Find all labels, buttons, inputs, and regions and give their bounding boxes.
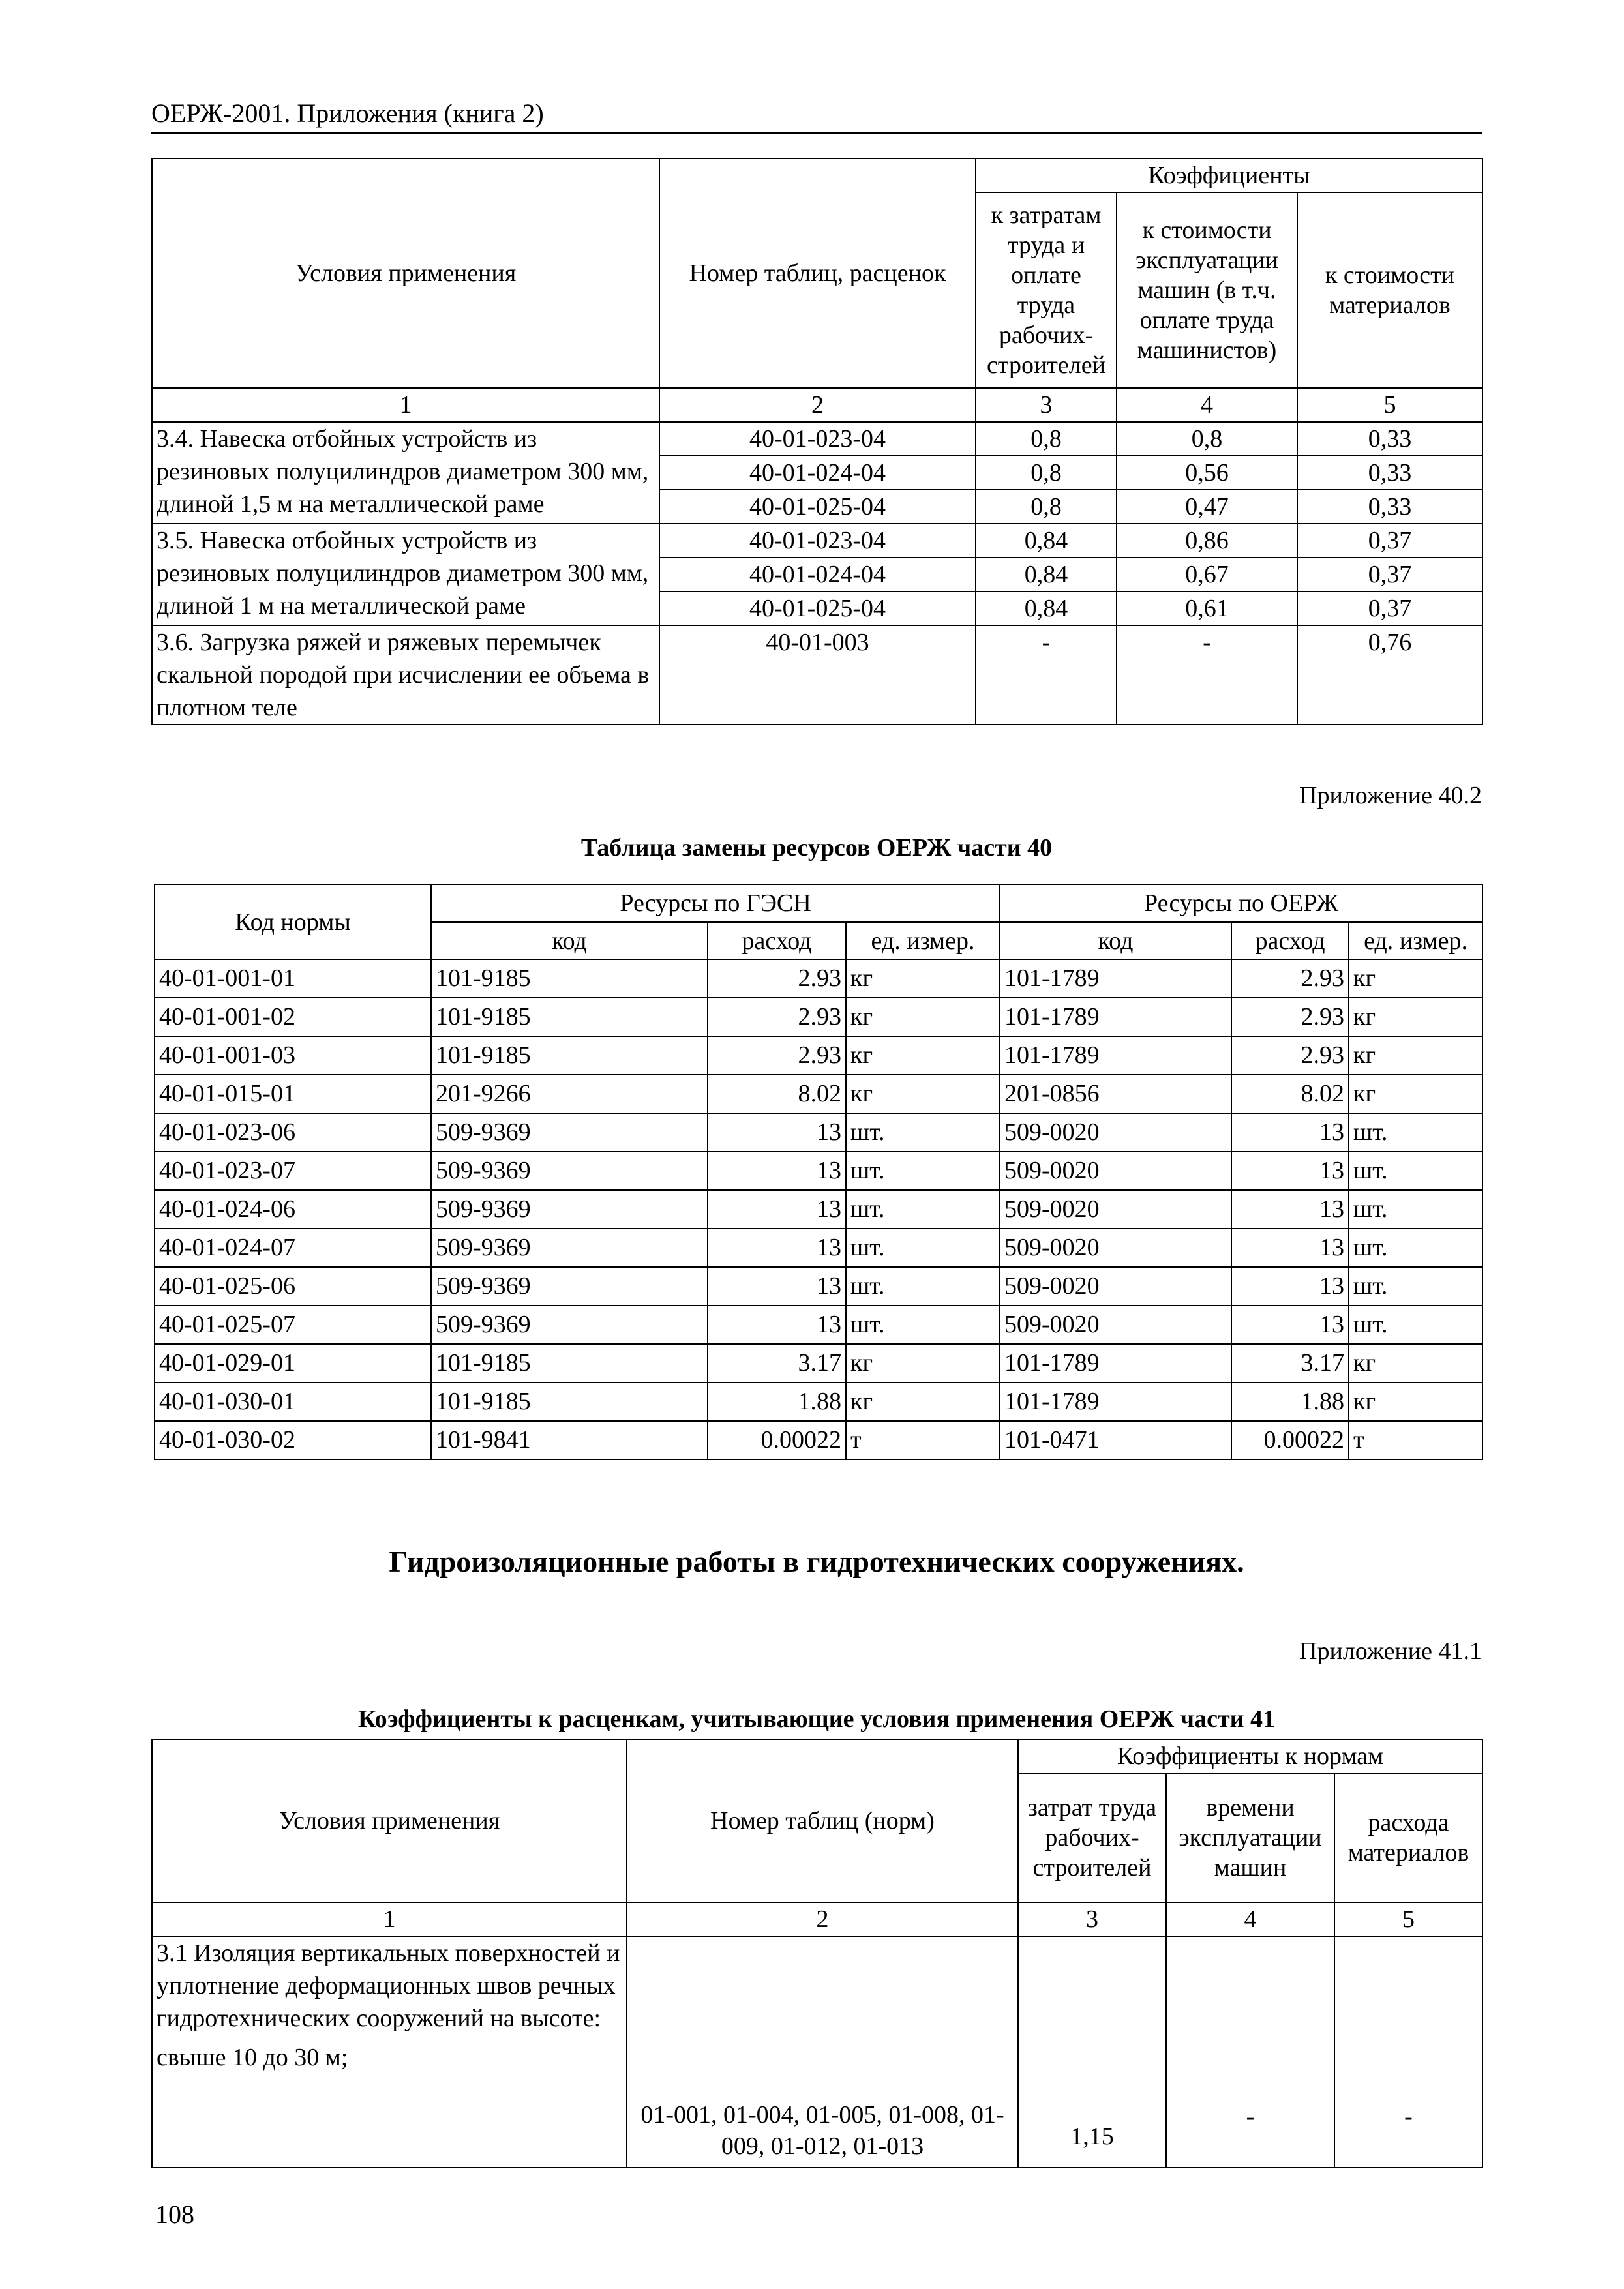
resource-rows xyxy=(155,959,1482,1459)
oerzh-consumption: 13 xyxy=(1231,1152,1349,1190)
gesn-code: 101-9185 xyxy=(431,1036,708,1075)
coef-labor: 0,8 xyxy=(976,456,1117,490)
condition-3-5: 3.5. Навеска отбойных устройств из резиновых полуцилиндров диаметром 300 мм, длиной 1 м на металлической раме xyxy=(152,524,659,625)
coef-machines: - xyxy=(1117,625,1297,725)
col-number: 4 xyxy=(1117,388,1297,422)
gesn-code: 509-9369 xyxy=(431,1267,708,1306)
gesn-code: 509-9369 xyxy=(431,1229,708,1267)
gesn-consumption: 1.88 xyxy=(708,1383,846,1421)
appendix-41-1-caption: Коэффициенты к расценкам, учитывающие условия применения ОЕРЖ части 41 xyxy=(357,1705,1276,1733)
gesn-unit: кг xyxy=(846,998,1000,1036)
condition-3-1 xyxy=(152,1936,627,2168)
coef-materials: 0,76 xyxy=(1297,625,1482,725)
header-gesn-unit: ед. измер. xyxy=(846,922,1000,959)
oerzh-code: 101-1789 xyxy=(1000,998,1231,1036)
table-code: 40-01-024-04 xyxy=(659,558,976,591)
table-row xyxy=(155,1075,1482,1113)
norm-code: 40-01-030-01 xyxy=(155,1383,431,1421)
header-machines: к стоимости эксплуатации машин (в т.ч. оплате труда машинистов) xyxy=(1117,192,1297,388)
header-gesn: Ресурсы по ГЭСН xyxy=(431,884,1000,922)
gesn-unit: шт. xyxy=(846,1306,1000,1344)
oerzh-unit: кг xyxy=(1349,1383,1482,1421)
coef-machines: - xyxy=(1166,1936,1334,2168)
table-row xyxy=(155,1036,1482,1075)
coef-machines: 0,47 xyxy=(1117,490,1297,524)
norm-code: 40-01-024-06 xyxy=(155,1190,431,1229)
resource-replacement-table xyxy=(154,884,1483,1460)
gesn-code: 509-9369 xyxy=(431,1306,708,1344)
oerzh-unit: кг xyxy=(1349,1075,1482,1113)
gesn-code: 509-9369 xyxy=(431,1152,708,1190)
gesn-code: 101-9185 xyxy=(431,1344,708,1383)
gesn-unit: кг xyxy=(846,1383,1000,1421)
table-row xyxy=(152,422,1482,456)
table-codes: 01-001, 01-004, 01-005, 01-008, 01-009, 01-012, 01-013 xyxy=(627,1936,1018,2168)
norm-code: 40-01-029-01 xyxy=(155,1344,431,1383)
table-row xyxy=(155,1190,1482,1229)
coefficients-table-40 xyxy=(151,158,1483,725)
header-gesn-code: код xyxy=(431,922,708,959)
gesn-consumption: 13 xyxy=(708,1267,846,1306)
col-number: 3 xyxy=(1018,1902,1166,1936)
col-number: 5 xyxy=(1334,1902,1482,1936)
gesn-consumption: 0.00022 xyxy=(708,1421,846,1459)
oerzh-consumption: 2.93 xyxy=(1231,959,1349,998)
oerzh-consumption: 0.00022 xyxy=(1231,1421,1349,1459)
oerzh-code: 101-1789 xyxy=(1000,1383,1231,1421)
oerzh-unit: кг xyxy=(1349,1036,1482,1075)
gesn-unit: кг xyxy=(846,1344,1000,1383)
table-row xyxy=(155,1113,1482,1152)
oerzh-consumption: 1.88 xyxy=(1231,1383,1349,1421)
oerzh-code: 509-0020 xyxy=(1000,1190,1231,1229)
coef-materials: 0,37 xyxy=(1297,591,1482,625)
gesn-consumption: 8.02 xyxy=(708,1075,846,1113)
gesn-unit: шт. xyxy=(846,1152,1000,1190)
norm-code: 40-01-030-02 xyxy=(155,1421,431,1459)
oerzh-unit: шт. xyxy=(1349,1229,1482,1267)
oerzh-consumption: 13 xyxy=(1231,1306,1349,1344)
gesn-code: 201-9266 xyxy=(431,1075,708,1113)
header-materials: к стоимости материалов xyxy=(1297,192,1482,388)
table-row xyxy=(155,1421,1482,1459)
header-norm-code: Код нормы xyxy=(155,884,431,959)
header-materials: расхода материалов xyxy=(1334,1773,1482,1902)
gesn-consumption: 13 xyxy=(708,1152,846,1190)
header-oerzh-consumption: расход xyxy=(1231,922,1349,959)
coefficients-table-41 xyxy=(151,1739,1483,2168)
oerzh-code: 201-0856 xyxy=(1000,1075,1231,1113)
coef-labor: 0,84 xyxy=(976,558,1117,591)
gesn-consumption: 13 xyxy=(708,1113,846,1152)
table-row xyxy=(155,1344,1482,1383)
header-oerzh-code: код xyxy=(1000,922,1231,959)
header-conditions: Условия применения xyxy=(152,1739,627,1902)
header-coefficients: Коэффициенты xyxy=(976,158,1482,192)
gesn-consumption: 13 xyxy=(708,1306,846,1344)
norm-code: 40-01-001-03 xyxy=(155,1036,431,1075)
oerzh-code: 509-0020 xyxy=(1000,1267,1231,1306)
coef-materials: 0,37 xyxy=(1297,524,1482,558)
table-code: 40-01-025-04 xyxy=(659,490,976,524)
gesn-consumption: 3.17 xyxy=(708,1344,846,1383)
header-labor: к затратам труда и оплате труда рабочих-строителей xyxy=(976,192,1117,388)
oerzh-unit: кг xyxy=(1349,998,1482,1036)
coef-materials: 0,37 xyxy=(1297,558,1482,591)
gesn-unit: шт. xyxy=(846,1190,1000,1229)
norm-code: 40-01-025-07 xyxy=(155,1306,431,1344)
gesn-unit: кг xyxy=(846,959,1000,998)
oerzh-consumption: 8.02 xyxy=(1231,1075,1349,1113)
appendix-40-2-label: Приложение 40.2 xyxy=(1299,782,1482,809)
coef-labor: 0,84 xyxy=(976,591,1117,625)
coef-machines: 0,8 xyxy=(1117,422,1297,456)
header-coefficients: Коэффициенты к нормам xyxy=(1018,1739,1482,1773)
oerzh-unit: шт. xyxy=(1349,1267,1482,1306)
gesn-code: 101-9185 xyxy=(431,998,708,1036)
gesn-unit: кг xyxy=(846,1036,1000,1075)
gesn-code: 509-9369 xyxy=(431,1190,708,1229)
oerzh-consumption: 2.93 xyxy=(1231,1036,1349,1075)
norm-code: 40-01-023-07 xyxy=(155,1152,431,1190)
oerzh-code: 101-1789 xyxy=(1000,959,1231,998)
gesn-consumption: 13 xyxy=(708,1190,846,1229)
coef-machines: 0,86 xyxy=(1117,524,1297,558)
condition-text: 3.1 Изоляция вертикальных поверхностей и уплотнение деформационных швов речных гидротехнических сооружений на высоте: xyxy=(157,1939,620,2032)
table-row xyxy=(155,998,1482,1036)
col-number: 1 xyxy=(152,1902,627,1936)
norm-code: 40-01-001-01 xyxy=(155,959,431,998)
gesn-consumption: 2.93 xyxy=(708,1036,846,1075)
header-oerzh: Ресурсы по ОЕРЖ xyxy=(1000,884,1482,922)
gesn-code: 101-9185 xyxy=(431,1383,708,1421)
norm-code: 40-01-024-07 xyxy=(155,1229,431,1267)
table-code: 40-01-023-04 xyxy=(659,422,976,456)
table-row xyxy=(155,1152,1482,1190)
gesn-unit: т xyxy=(846,1421,1000,1459)
condition-3-4: 3.4. Навеска отбойных устройств из резиновых полуцилиндров диаметром 300 мм, длиной 1,5 м на металлической раме xyxy=(152,422,659,524)
col-number: 2 xyxy=(659,388,976,422)
header-gesn-consumption: расход xyxy=(708,922,846,959)
section-title: Гидроизоляционные работы в гидротехнических сооружениях. xyxy=(389,1545,1244,1578)
norm-code: 40-01-025-06 xyxy=(155,1267,431,1306)
oerzh-code: 509-0020 xyxy=(1000,1229,1231,1267)
header-oerzh-unit: ед. измер. xyxy=(1349,922,1482,959)
oerzh-code: 101-0471 xyxy=(1000,1421,1231,1459)
oerzh-code: 509-0020 xyxy=(1000,1306,1231,1344)
gesn-unit: шт. xyxy=(846,1267,1000,1306)
table-row xyxy=(155,1306,1482,1344)
header-machines: времени эксплуатации машин xyxy=(1166,1773,1334,1902)
oerzh-consumption: 3.17 xyxy=(1231,1344,1349,1383)
appendix-41-1-label: Приложение 41.1 xyxy=(1299,1638,1482,1665)
table-row xyxy=(152,1936,1482,2168)
table-code: 40-01-025-04 xyxy=(659,591,976,625)
col-number: 3 xyxy=(976,388,1117,422)
norm-code: 40-01-001-02 xyxy=(155,998,431,1036)
gesn-unit: кг xyxy=(846,1075,1000,1113)
gesn-code: 509-9369 xyxy=(431,1113,708,1152)
gesn-unit: шт. xyxy=(846,1229,1000,1267)
table-row xyxy=(155,1383,1482,1421)
oerzh-unit: кг xyxy=(1349,959,1482,998)
condition-sub: свыше 10 до 30 м; xyxy=(157,2044,348,2071)
table-row xyxy=(152,524,1482,558)
coef-materials: 0,33 xyxy=(1297,490,1482,524)
col-number: 1 xyxy=(152,388,659,422)
oerzh-code: 101-1789 xyxy=(1000,1344,1231,1383)
oerzh-code: 509-0020 xyxy=(1000,1152,1231,1190)
running-header: ОЕРЖ-2001. Приложения (книга 2) xyxy=(151,98,544,128)
coef-labor: 0,8 xyxy=(976,490,1117,524)
coef-materials: - xyxy=(1334,1936,1482,2168)
oerzh-unit: шт. xyxy=(1349,1306,1482,1344)
coef-labor: 0,8 xyxy=(976,422,1117,456)
oerzh-consumption: 13 xyxy=(1231,1267,1349,1306)
coef-materials: 0,33 xyxy=(1297,422,1482,456)
table-code: 40-01-023-04 xyxy=(659,524,976,558)
coef-machines: 0,56 xyxy=(1117,456,1297,490)
header-table-no: Номер таблиц, расценок xyxy=(659,158,976,388)
coef-machines: 0,67 xyxy=(1117,558,1297,591)
norm-code: 40-01-015-01 xyxy=(155,1075,431,1113)
oerzh-consumption: 13 xyxy=(1231,1113,1349,1152)
oerzh-unit: шт. xyxy=(1349,1152,1482,1190)
header-table-no: Номер таблиц (норм) xyxy=(627,1739,1018,1902)
table-row xyxy=(155,1267,1482,1306)
oerzh-unit: кг xyxy=(1349,1344,1482,1383)
oerzh-unit: шт. xyxy=(1349,1190,1482,1229)
col-number: 4 xyxy=(1166,1902,1334,1936)
header-conditions: Условия применения xyxy=(152,158,659,388)
oerzh-consumption: 13 xyxy=(1231,1229,1349,1267)
header-rule xyxy=(151,132,1482,134)
gesn-consumption: 13 xyxy=(708,1229,846,1267)
oerzh-code: 509-0020 xyxy=(1000,1113,1231,1152)
header-labor: затрат труда рабочих-строителей xyxy=(1018,1773,1166,1902)
table-code: 40-01-003 xyxy=(659,625,976,725)
table-row xyxy=(155,959,1482,998)
page-number: 108 xyxy=(155,2200,194,2229)
gesn-unit: шт. xyxy=(846,1113,1000,1152)
coef-labor: - xyxy=(976,625,1117,725)
coef-labor: 1,15 xyxy=(1018,1936,1166,2168)
table-code: 40-01-024-04 xyxy=(659,456,976,490)
coef-materials: 0,33 xyxy=(1297,456,1482,490)
table-row xyxy=(152,625,1482,725)
oerzh-unit: т xyxy=(1349,1421,1482,1459)
col-number: 2 xyxy=(627,1902,1018,1936)
appendix-40-2-caption: Таблица замены ресурсов ОЕРЖ части 40 xyxy=(580,834,1053,861)
norm-code: 40-01-023-06 xyxy=(155,1113,431,1152)
oerzh-consumption: 13 xyxy=(1231,1190,1349,1229)
gesn-consumption: 2.93 xyxy=(708,998,846,1036)
coef-machines: 0,61 xyxy=(1117,591,1297,625)
condition-3-6: 3.6. Загрузка ряжей и ряжевых перемычек скальной породой при исчислении ее объема в плотном теле xyxy=(152,625,659,725)
oerzh-code: 101-1789 xyxy=(1000,1036,1231,1075)
oerzh-unit: шт. xyxy=(1349,1113,1482,1152)
gesn-consumption: 2.93 xyxy=(708,959,846,998)
table-row xyxy=(155,1229,1482,1267)
oerzh-consumption: 2.93 xyxy=(1231,998,1349,1036)
gesn-code: 101-9185 xyxy=(431,959,708,998)
col-number: 5 xyxy=(1297,388,1482,422)
coef-labor: 0,84 xyxy=(976,524,1117,558)
gesn-code: 101-9841 xyxy=(431,1421,708,1459)
